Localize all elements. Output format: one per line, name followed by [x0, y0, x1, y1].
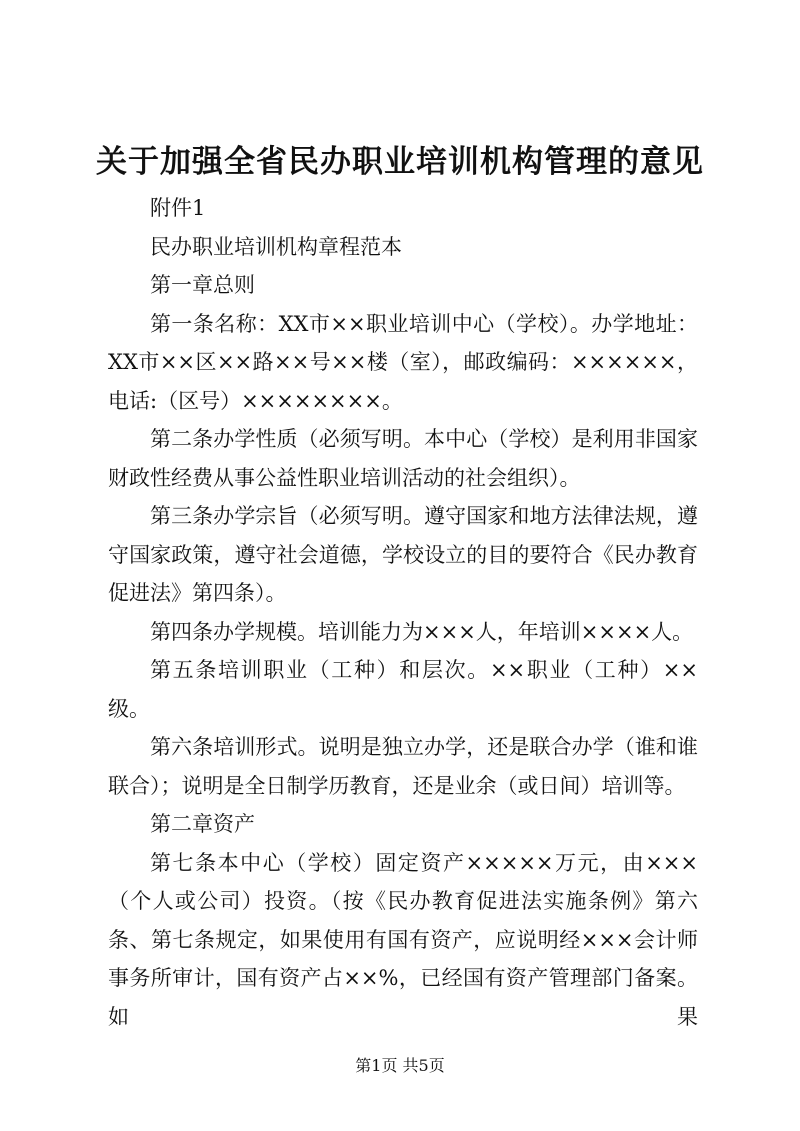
paragraph-article-5: 第五条培训职业（工种）和层次。××职业（工种）××级。 [108, 658, 698, 721]
paragraph-article-7: 第七条本中心（学校）固定资产×××××万元，由×××（个人或公司）投资。（按《民办教育促进法实施条例》第六条、第七条规定，如果使用有国有资产，应说明经×××会计师事务所审计，国有资产占××%，已经国有资产管理部门备案。如果 [108, 850, 698, 1029]
paragraph-charter-title: 民办职业培训机构章程范本 [150, 234, 402, 259]
paragraph-chapter-2-heading: 第二章资产 [150, 812, 255, 836]
paragraph-attachment-label: 附件1 [150, 196, 206, 220]
paragraph-article-6: 第六条培训形式。说明是独立办学，还是联合办学（谁和谁联合）；说明是全日制学历教育，还是业余（或日间）培训等。 [108, 735, 698, 798]
paragraph-article-1: 第一条名称：XX市××职业培训中心（学校）。办学地址：XX市××区××路××号××楼（室），邮政编码：××××××，电话:（区号）××××××××。 [108, 311, 698, 413]
paragraph-chapter-1-heading: 第一章总则 [150, 273, 255, 297]
paragraph-article-3: 第三条办学宗旨（必须写明。遵守国家和地方法律法规，遵守国家政策，遵守社会道德，学校设立的目的要符合《民办教育促进法》第四条）。 [108, 504, 698, 605]
page-number-footer: 第1页 共5页 [355, 1056, 445, 1075]
paragraph-article-4: 第四条办学规模。培训能力为×××人，年培训××××人。 [150, 619, 694, 644]
document-body [108, 189, 698, 1036]
document-title: 关于加强全省民办职业培训机构管理的意见 [96, 144, 704, 180]
paragraph-article-2: 第二条办学性质（必须写明。本中心（学校）是利用非国家财政性经费从事公益性职业培训活动的社会组织）。 [108, 427, 698, 490]
